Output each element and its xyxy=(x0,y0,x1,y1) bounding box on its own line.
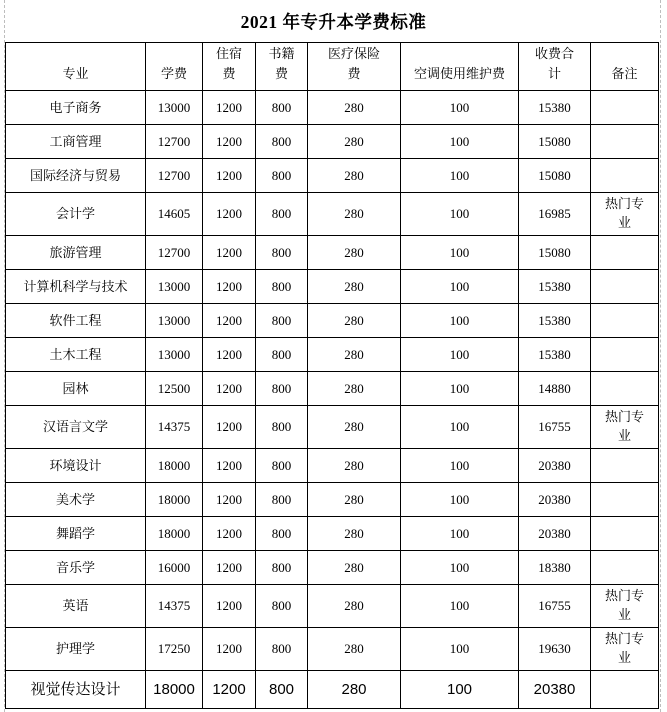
page-title: 2021 年专升本学费标准 xyxy=(240,11,427,32)
cell-books: 800 xyxy=(256,338,308,372)
cell-accommodation: 1200 xyxy=(203,91,256,125)
table-row xyxy=(6,372,659,406)
text-boundary-right-line xyxy=(660,0,661,712)
cell-accommodation: 1200 xyxy=(203,585,256,628)
cell-accommodation: 1200 xyxy=(203,406,256,449)
cell-tuition: 13000 xyxy=(146,338,203,372)
cell-total: 16755 xyxy=(519,406,591,449)
cell-medical: 280 xyxy=(308,304,401,338)
col-header-remark xyxy=(591,43,659,91)
col-header-tuition-label: 学费 xyxy=(160,66,187,82)
cell-accommodation: 1200 xyxy=(203,193,256,236)
cell-remark xyxy=(591,159,659,193)
cell-ac: 100 xyxy=(401,236,519,270)
cell-remark xyxy=(591,449,659,483)
cell-medical: 280 xyxy=(308,585,401,628)
cell-books: 800 xyxy=(256,551,308,585)
cell-accommodation: 1200 xyxy=(203,159,256,193)
cell-accommodation: 1200 xyxy=(203,125,256,159)
col-header-books xyxy=(256,43,308,91)
cell-books: 800 xyxy=(256,304,308,338)
cell-tuition: 14375 xyxy=(146,406,203,449)
cell-medical: 280 xyxy=(308,517,401,551)
cell-ac: 100 xyxy=(401,628,519,671)
table-row xyxy=(6,671,659,709)
col-header-accommodation xyxy=(203,43,256,91)
cell-major: 国际经济与贸易 xyxy=(6,159,146,193)
cell-remark xyxy=(591,551,659,585)
table-row xyxy=(6,628,659,671)
col-header-medical-label: 医疗保险费 xyxy=(327,46,380,82)
cell-ac: 100 xyxy=(401,517,519,551)
col-header-medical xyxy=(308,43,401,91)
cell-medical: 280 xyxy=(308,628,401,671)
cell-major: 旅游管理 xyxy=(6,236,146,270)
cell-accommodation: 1200 xyxy=(203,483,256,517)
cell-major: 环境设计 xyxy=(6,449,146,483)
cell-tuition: 13000 xyxy=(146,91,203,125)
cell-ac: 100 xyxy=(401,406,519,449)
cell-total: 18380 xyxy=(519,551,591,585)
table-row xyxy=(6,304,659,338)
cell-accommodation: 1200 xyxy=(203,372,256,406)
cell-medical: 280 xyxy=(308,372,401,406)
cell-major: 汉语言文学 xyxy=(6,406,146,449)
cell-ac: 100 xyxy=(401,483,519,517)
cell-total: 20380 xyxy=(519,671,591,709)
remark-text: 热门专业 xyxy=(604,631,644,666)
cell-total: 19630 xyxy=(519,628,591,671)
cell-ac: 100 xyxy=(401,193,519,236)
cell-accommodation: 1200 xyxy=(203,449,256,483)
col-header-ac-label: 空调使用维护费 xyxy=(413,66,505,82)
cell-books: 800 xyxy=(256,193,308,236)
col-header-tuition xyxy=(146,43,203,91)
cell-medical: 280 xyxy=(308,483,401,517)
cell-major: 软件工程 xyxy=(6,304,146,338)
cell-ac: 100 xyxy=(401,551,519,585)
cell-major: 土木工程 xyxy=(6,338,146,372)
cell-major: 音乐学 xyxy=(6,551,146,585)
cell-major: 会计学 xyxy=(6,193,146,236)
table-row xyxy=(6,270,659,304)
cell-remark xyxy=(591,406,659,449)
cell-remark xyxy=(591,193,659,236)
col-header-major-label: 专业 xyxy=(62,66,89,82)
cell-remark xyxy=(591,517,659,551)
table-row xyxy=(6,551,659,585)
cell-accommodation: 1200 xyxy=(203,304,256,338)
cell-total: 15080 xyxy=(519,125,591,159)
cell-accommodation: 1200 xyxy=(203,517,256,551)
col-header-total xyxy=(519,43,591,91)
cell-major: 园林 xyxy=(6,372,146,406)
cell-remark xyxy=(591,671,659,709)
header-row xyxy=(6,43,659,91)
table-row xyxy=(6,585,659,628)
cell-tuition: 13000 xyxy=(146,304,203,338)
col-header-major xyxy=(6,43,146,91)
cell-major: 电子商务 xyxy=(6,91,146,125)
cell-remark xyxy=(591,372,659,406)
cell-total: 16985 xyxy=(519,193,591,236)
cell-accommodation: 1200 xyxy=(203,551,256,585)
table-row xyxy=(6,483,659,517)
cell-total: 15380 xyxy=(519,304,591,338)
cell-ac: 100 xyxy=(401,338,519,372)
cell-accommodation: 1200 xyxy=(203,236,256,270)
cell-tuition: 18000 xyxy=(146,517,203,551)
col-header-books-label: 书籍费 xyxy=(268,46,295,82)
cell-tuition: 16000 xyxy=(146,551,203,585)
table-row xyxy=(6,517,659,551)
cell-remark xyxy=(591,125,659,159)
cell-total: 15080 xyxy=(519,159,591,193)
table-row xyxy=(6,236,659,270)
cell-medical: 280 xyxy=(308,125,401,159)
cell-medical: 280 xyxy=(308,91,401,125)
cell-total: 20380 xyxy=(519,517,591,551)
cell-ac: 100 xyxy=(401,671,519,709)
cell-tuition: 13000 xyxy=(146,270,203,304)
cell-major: 舞蹈学 xyxy=(6,517,146,551)
cell-tuition: 14605 xyxy=(146,193,203,236)
cell-ac: 100 xyxy=(401,270,519,304)
table-row xyxy=(6,406,659,449)
col-header-total-label: 收费合计 xyxy=(534,46,574,82)
remark-text: 热门专业 xyxy=(604,409,644,444)
cell-books: 800 xyxy=(256,517,308,551)
cell-ac: 100 xyxy=(401,372,519,406)
cell-ac: 100 xyxy=(401,304,519,338)
cell-total: 15080 xyxy=(519,236,591,270)
cell-remark xyxy=(591,91,659,125)
cell-major: 工商管理 xyxy=(6,125,146,159)
cell-remark xyxy=(591,270,659,304)
cell-tuition: 12700 xyxy=(146,125,203,159)
table-row xyxy=(6,125,659,159)
cell-accommodation: 1200 xyxy=(203,628,256,671)
cell-major: 护理学 xyxy=(6,628,146,671)
cell-total: 16755 xyxy=(519,585,591,628)
cell-books: 800 xyxy=(256,671,308,709)
cell-ac: 100 xyxy=(401,449,519,483)
table-row xyxy=(6,338,659,372)
cell-tuition: 18000 xyxy=(146,671,203,709)
col-header-remark-label: 备注 xyxy=(611,66,638,82)
cell-ac: 100 xyxy=(401,125,519,159)
cell-total: 20380 xyxy=(519,449,591,483)
cell-total: 15380 xyxy=(519,91,591,125)
cell-tuition: 17250 xyxy=(146,628,203,671)
cell-medical: 280 xyxy=(308,338,401,372)
cell-remark xyxy=(591,585,659,628)
cell-books: 800 xyxy=(256,585,308,628)
table-row xyxy=(6,159,659,193)
cell-accommodation: 1200 xyxy=(203,338,256,372)
cell-tuition: 18000 xyxy=(146,483,203,517)
tuition-fee-table xyxy=(5,42,659,709)
col-header-accommodation-label: 住宿费 xyxy=(215,46,242,82)
cell-major: 视觉传达设计 xyxy=(6,671,146,709)
cell-total: 20380 xyxy=(519,483,591,517)
cell-ac: 100 xyxy=(401,159,519,193)
cell-major: 英语 xyxy=(6,585,146,628)
cell-ac: 100 xyxy=(401,585,519,628)
cell-medical: 280 xyxy=(308,270,401,304)
cell-accommodation: 1200 xyxy=(203,671,256,709)
cell-books: 800 xyxy=(256,91,308,125)
cell-medical: 280 xyxy=(308,236,401,270)
cell-medical: 280 xyxy=(308,159,401,193)
cell-books: 800 xyxy=(256,449,308,483)
table-row xyxy=(6,193,659,236)
cell-books: 800 xyxy=(256,483,308,517)
table-row xyxy=(6,449,659,483)
cell-tuition: 18000 xyxy=(146,449,203,483)
cell-books: 800 xyxy=(256,125,308,159)
cell-tuition: 12700 xyxy=(146,159,203,193)
cell-books: 800 xyxy=(256,406,308,449)
cell-remark xyxy=(591,236,659,270)
cell-books: 800 xyxy=(256,159,308,193)
cell-books: 800 xyxy=(256,270,308,304)
cell-books: 800 xyxy=(256,372,308,406)
table-row xyxy=(6,91,659,125)
cell-accommodation: 1200 xyxy=(203,270,256,304)
cell-ac: 100 xyxy=(401,91,519,125)
remark-text: 热门专业 xyxy=(604,588,644,623)
cell-total: 15380 xyxy=(519,270,591,304)
cell-major: 计算机科学与技术 xyxy=(6,270,146,304)
cell-medical: 280 xyxy=(308,406,401,449)
remark-text: 热门专业 xyxy=(604,196,644,231)
cell-remark xyxy=(591,338,659,372)
cell-remark xyxy=(591,628,659,671)
cell-total: 14880 xyxy=(519,372,591,406)
cell-books: 800 xyxy=(256,236,308,270)
cell-medical: 280 xyxy=(308,671,401,709)
cell-tuition: 12500 xyxy=(146,372,203,406)
cell-remark xyxy=(591,483,659,517)
cell-remark xyxy=(591,304,659,338)
cell-major: 美术学 xyxy=(6,483,146,517)
cell-medical: 280 xyxy=(308,449,401,483)
cell-total: 15380 xyxy=(519,338,591,372)
cell-tuition: 12700 xyxy=(146,236,203,270)
cell-medical: 280 xyxy=(308,551,401,585)
cell-tuition: 14375 xyxy=(146,585,203,628)
cell-books: 800 xyxy=(256,628,308,671)
cell-medical: 280 xyxy=(308,193,401,236)
col-header-ac xyxy=(401,43,519,91)
